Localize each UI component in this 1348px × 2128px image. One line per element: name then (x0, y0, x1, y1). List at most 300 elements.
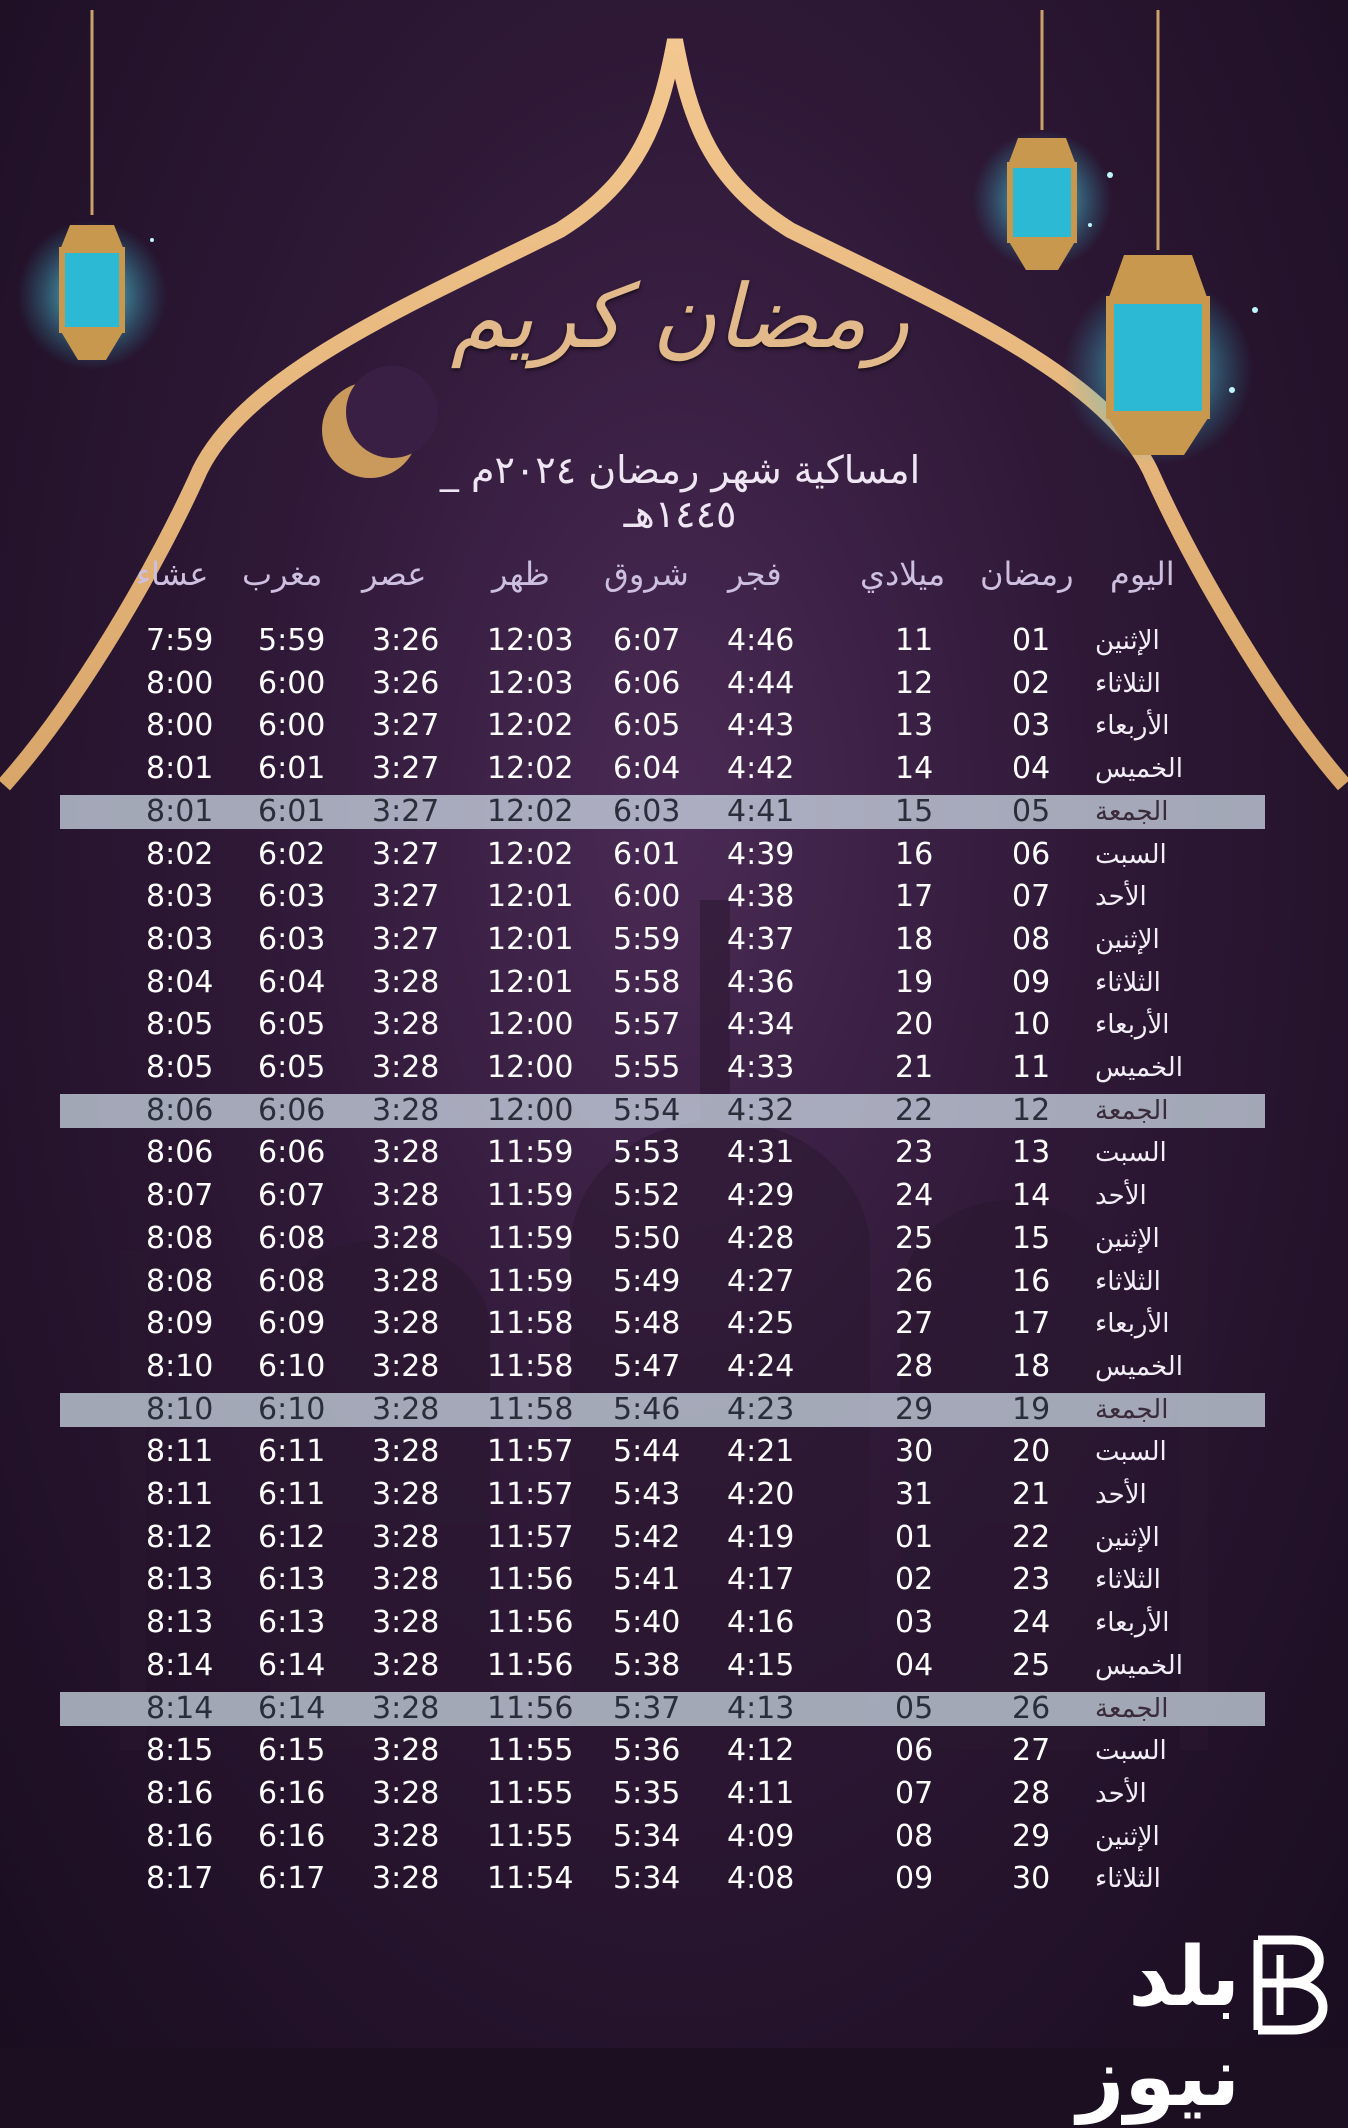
cell-day: الأربعاء (1095, 1309, 1170, 1340)
cell-day: الأحد (1095, 1778, 1147, 1809)
cell-isha: 8:09 (146, 1306, 214, 1342)
cell-sunrise: 5:48 (613, 1306, 681, 1342)
cell-maghrib: 6:14 (258, 1647, 326, 1683)
cell-maghrib: 6:06 (258, 1135, 326, 1171)
cell-ramadan: 08 (1012, 921, 1051, 957)
cell-asr: 3:28 (372, 1306, 440, 1342)
table-row (0, 1816, 1348, 1858)
table-row (0, 1303, 1348, 1345)
cell-ramadan: 22 (1012, 1519, 1051, 1555)
cell-isha: 8:16 (146, 1775, 214, 1811)
cell-sunrise: 6:01 (613, 836, 681, 872)
cell-day: الثلاثاء (1095, 1565, 1161, 1596)
cell-ramadan: 07 (1012, 879, 1051, 915)
cell-fajr: 4:15 (727, 1647, 795, 1683)
cell-fajr: 4:12 (727, 1733, 795, 1769)
cell-sunrise: 5:55 (613, 1050, 681, 1085)
cell-sunrise: 5:59 (613, 921, 681, 957)
header-day: اليوم (1110, 555, 1175, 593)
ramadan-kareem-calligraphy: رمضان كريم (450, 265, 910, 368)
cell-day: الثلاثاء (1095, 1864, 1161, 1895)
cell-ramadan: 02 (1012, 665, 1051, 701)
header-sunrise: شروق (604, 555, 689, 593)
table-row (0, 1346, 1348, 1388)
cell-asr: 3:28 (372, 1605, 440, 1641)
cell-day: الثلاثاء (1095, 967, 1161, 998)
cell-maghrib: 6:17 (258, 1861, 326, 1897)
cell-ramadan: 17 (1012, 1306, 1051, 1342)
cell-fajr: 4:31 (727, 1135, 795, 1171)
cell-gregorian: 17 (895, 879, 934, 915)
cell-dhuhr: 12:03 (487, 623, 574, 658)
cell-gregorian: 16 (895, 836, 934, 872)
cell-ramadan: 19 (1012, 1391, 1051, 1427)
cell-ramadan: 15 (1012, 1220, 1051, 1256)
cell-asr: 3:28 (372, 1690, 440, 1726)
cell-gregorian: 02 (895, 1562, 934, 1598)
cell-day: الأحد (1095, 1181, 1147, 1212)
cell-ramadan: 10 (1012, 1007, 1051, 1043)
cell-maghrib: 6:05 (258, 1050, 326, 1085)
cell-fajr: 4:24 (727, 1348, 795, 1384)
cell-asr: 3:28 (372, 1562, 440, 1598)
table-row-friday (0, 791, 1348, 833)
cell-isha: 8:05 (146, 1007, 214, 1043)
cell-dhuhr: 11:56 (487, 1690, 574, 1726)
cell-dhuhr: 12:02 (487, 793, 574, 829)
cell-sunrise: 5:34 (613, 1818, 681, 1854)
table-row (0, 962, 1348, 1004)
cell-ramadan: 16 (1012, 1263, 1051, 1299)
table-row (0, 876, 1348, 918)
cell-gregorian: 15 (895, 793, 934, 829)
cell-asr: 3:28 (372, 1348, 440, 1384)
page-subtitle: امساكية شهر رمضان ٢٠٢٤م _ ١٤٤٥هـ (439, 448, 921, 536)
cell-fajr: 4:23 (727, 1391, 795, 1427)
cell-dhuhr: 11:56 (487, 1605, 574, 1641)
cell-gregorian: 11 (895, 623, 934, 658)
cell-dhuhr: 12:02 (487, 751, 574, 787)
cell-ramadan: 24 (1012, 1605, 1051, 1641)
cell-fajr: 4:43 (727, 708, 795, 744)
cell-dhuhr: 12:01 (487, 879, 574, 915)
cell-asr: 3:27 (372, 751, 440, 787)
cell-day: الأربعاء (1095, 1010, 1170, 1041)
cell-maghrib: 6:10 (258, 1391, 326, 1427)
cell-gregorian: 06 (895, 1733, 934, 1769)
cell-gregorian: 27 (895, 1306, 934, 1342)
cell-asr: 3:27 (372, 921, 440, 957)
header-isha: عشاء (136, 555, 209, 593)
cell-isha: 8:05 (146, 1050, 214, 1085)
cell-gregorian: 28 (895, 1348, 934, 1384)
cell-gregorian: 21 (895, 1050, 934, 1085)
table-row (0, 748, 1348, 790)
cell-sunrise: 5:57 (613, 1007, 681, 1043)
cell-asr: 3:28 (372, 1733, 440, 1769)
cell-dhuhr: 11:58 (487, 1306, 574, 1342)
cell-day: الخميس (1095, 1053, 1183, 1083)
cell-day: الأربعاء (1095, 711, 1170, 742)
cell-gregorian: 09 (895, 1861, 934, 1897)
cell-dhuhr: 11:57 (487, 1434, 574, 1470)
cell-dhuhr: 12:00 (487, 1092, 574, 1128)
cell-day: الإثنين (1095, 1522, 1160, 1553)
cell-asr: 3:27 (372, 836, 440, 872)
cell-isha: 8:13 (146, 1605, 214, 1641)
cell-isha: 8:11 (146, 1434, 214, 1470)
cell-gregorian: 31 (895, 1477, 934, 1512)
cell-ramadan: 05 (1012, 793, 1051, 829)
cell-ramadan: 04 (1012, 751, 1051, 787)
table-row (0, 1602, 1348, 1644)
table-row-friday (0, 1090, 1348, 1132)
cell-gregorian: 18 (895, 921, 934, 957)
table-row (0, 1730, 1348, 1772)
table-header (130, 555, 1200, 605)
table-row (0, 1218, 1348, 1260)
cell-fajr: 4:28 (727, 1220, 795, 1256)
table-row (0, 1773, 1348, 1815)
cell-day: الإثنين (1095, 1821, 1160, 1852)
cell-fajr: 4:13 (727, 1690, 795, 1726)
cell-isha: 8:00 (146, 665, 214, 701)
cell-day: الإثنين (1095, 924, 1160, 955)
cell-dhuhr: 11:59 (487, 1135, 574, 1171)
cell-ramadan: 11 (1012, 1050, 1051, 1085)
cell-day: الخميس (1095, 1351, 1183, 1382)
cell-asr: 3:28 (372, 1178, 440, 1214)
cell-sunrise: 5:34 (613, 1861, 681, 1897)
table-row (0, 1431, 1348, 1473)
cell-isha: 8:08 (146, 1263, 214, 1299)
cell-gregorian: 25 (895, 1220, 934, 1256)
cell-day: الإثنين (1095, 626, 1160, 656)
cell-ramadan: 28 (1012, 1775, 1051, 1811)
cell-sunrise: 5:53 (613, 1135, 681, 1171)
cell-maghrib: 6:11 (258, 1477, 326, 1512)
cell-gregorian: 30 (895, 1434, 934, 1470)
cell-maghrib: 6:16 (258, 1818, 326, 1854)
cell-ramadan: 12 (1012, 1092, 1051, 1128)
cell-sunrise: 5:54 (613, 1092, 681, 1128)
cell-isha: 7:59 (146, 623, 214, 658)
cell-isha: 8:13 (146, 1562, 214, 1598)
cell-maghrib: 6:06 (258, 1092, 326, 1128)
cell-gregorian: 12 (895, 665, 934, 701)
cell-dhuhr: 12:03 (487, 665, 574, 701)
cell-sunrise: 5:40 (613, 1605, 681, 1641)
cell-sunrise: 5:49 (613, 1263, 681, 1299)
table-row (0, 663, 1348, 705)
cell-fajr: 4:36 (727, 964, 795, 1000)
cell-dhuhr: 12:01 (487, 921, 574, 957)
cell-isha: 8:10 (146, 1391, 214, 1427)
cell-asr: 3:28 (372, 1220, 440, 1256)
cell-dhuhr: 11:54 (487, 1861, 574, 1897)
cell-dhuhr: 11:59 (487, 1263, 574, 1299)
cell-asr: 3:28 (372, 1263, 440, 1299)
cell-dhuhr: 11:57 (487, 1519, 574, 1555)
cell-day: الجمعة (1095, 1095, 1169, 1126)
cell-gregorian: 08 (895, 1818, 934, 1854)
table-row (0, 1004, 1348, 1046)
header-asr: عصر (362, 555, 427, 593)
table-row (0, 705, 1348, 747)
cell-dhuhr: 12:02 (487, 836, 574, 872)
cell-day: الجمعة (1095, 1693, 1169, 1724)
cell-maghrib: 6:00 (258, 708, 326, 744)
cell-ramadan: 23 (1012, 1562, 1051, 1598)
table-row (0, 1517, 1348, 1559)
cell-day: السبت (1095, 1437, 1167, 1468)
cell-asr: 3:27 (372, 708, 440, 744)
cell-maghrib: 6:01 (258, 793, 326, 829)
cell-isha: 8:08 (146, 1220, 214, 1256)
cell-isha: 8:03 (146, 879, 214, 915)
cell-ramadan: 01 (1012, 623, 1051, 658)
cell-day: الثلاثاء (1095, 668, 1161, 699)
cell-ramadan: 13 (1012, 1135, 1051, 1171)
cell-isha: 8:06 (146, 1135, 214, 1171)
header-ramadan: رمضان (980, 555, 1074, 593)
cell-asr: 3:28 (372, 1519, 440, 1555)
table-row (0, 1132, 1348, 1174)
cell-day: السبت (1095, 1736, 1167, 1767)
cell-isha: 8:10 (146, 1348, 214, 1384)
cell-dhuhr: 11:55 (487, 1733, 574, 1769)
cell-isha: 8:12 (146, 1519, 214, 1555)
cell-day: السبت (1095, 839, 1167, 870)
cell-day: الخميس (1095, 1650, 1183, 1681)
table-row (0, 834, 1348, 876)
cell-ramadan: 03 (1012, 708, 1051, 744)
cell-sunrise: 5:41 (613, 1562, 681, 1598)
cell-maghrib: 6:13 (258, 1562, 326, 1598)
cell-isha: 8:16 (146, 1818, 214, 1854)
cell-isha: 8:00 (146, 708, 214, 744)
cell-sunrise: 5:58 (613, 964, 681, 1000)
cell-asr: 3:28 (372, 964, 440, 1000)
cell-fajr: 4:34 (727, 1007, 795, 1043)
cell-ramadan: 18 (1012, 1348, 1051, 1384)
cell-asr: 3:28 (372, 1007, 440, 1043)
cell-fajr: 4:37 (727, 921, 795, 957)
table-row (0, 1175, 1348, 1217)
cell-sunrise: 5:37 (613, 1690, 681, 1726)
cell-fajr: 4:38 (727, 879, 795, 915)
cell-fajr: 4:41 (727, 793, 795, 829)
cell-ramadan: 06 (1012, 836, 1051, 872)
table-row-friday (0, 1688, 1348, 1730)
cell-maghrib: 6:07 (258, 1178, 326, 1214)
header-dhuhr: ظهر (492, 555, 550, 593)
cell-dhuhr: 11:58 (487, 1391, 574, 1427)
cell-ramadan: 26 (1012, 1690, 1051, 1726)
table-row (0, 1261, 1348, 1303)
cell-maghrib: 6:05 (258, 1007, 326, 1043)
cell-isha: 8:06 (146, 1092, 214, 1128)
cell-isha: 8:01 (146, 793, 214, 829)
cell-sunrise: 6:03 (613, 793, 681, 829)
cell-dhuhr: 11:59 (487, 1220, 574, 1256)
cell-isha: 8:02 (146, 836, 214, 872)
cell-day: الثلاثاء (1095, 1266, 1161, 1297)
cell-isha: 8:01 (146, 751, 214, 787)
cell-dhuhr: 12:00 (487, 1007, 574, 1043)
cell-dhuhr: 11:58 (487, 1348, 574, 1384)
cell-fajr: 4:25 (727, 1306, 795, 1342)
cell-sunrise: 5:42 (613, 1519, 681, 1555)
cell-maghrib: 6:13 (258, 1605, 326, 1641)
cell-maghrib: 6:12 (258, 1519, 326, 1555)
cell-fajr: 4:27 (727, 1263, 795, 1299)
cell-asr: 3:27 (372, 879, 440, 915)
table-row-friday (0, 1389, 1348, 1431)
cell-fajr: 4:32 (727, 1092, 795, 1128)
cell-sunrise: 6:00 (613, 879, 681, 915)
cell-fajr: 4:11 (727, 1775, 795, 1811)
cell-sunrise: 5:46 (613, 1391, 681, 1427)
cell-fajr: 4:33 (727, 1050, 795, 1085)
brand-name: بلد نيوز (1077, 1930, 1240, 2125)
cell-dhuhr: 11:56 (487, 1647, 574, 1683)
cell-asr: 3:26 (372, 623, 440, 658)
cell-gregorian: 13 (895, 708, 934, 744)
header-fajr: فجر (728, 555, 782, 593)
cell-gregorian: 07 (895, 1775, 934, 1811)
cell-gregorian: 29 (895, 1391, 934, 1427)
cell-fajr: 4:42 (727, 751, 795, 787)
cell-maghrib: 6:15 (258, 1733, 326, 1769)
cell-fajr: 4:16 (727, 1605, 795, 1641)
cell-sunrise: 5:47 (613, 1348, 681, 1384)
cell-day: الجمعة (1095, 1394, 1169, 1425)
cell-fajr: 4:44 (727, 665, 795, 701)
cell-sunrise: 5:44 (613, 1434, 681, 1470)
cell-maghrib: 6:10 (258, 1348, 326, 1384)
cell-gregorian: 22 (895, 1092, 934, 1128)
cell-asr: 3:28 (372, 1775, 440, 1811)
cell-fajr: 4:39 (727, 836, 795, 872)
cell-asr: 3:28 (372, 1647, 440, 1683)
cell-asr: 3:28 (372, 1861, 440, 1897)
cell-gregorian: 23 (895, 1135, 934, 1171)
cell-fajr: 4:21 (727, 1434, 795, 1470)
cell-day: الإثنين (1095, 1223, 1160, 1254)
cell-asr: 3:28 (372, 1434, 440, 1470)
cell-sunrise: 5:36 (613, 1733, 681, 1769)
cell-maghrib: 6:11 (258, 1434, 326, 1470)
cell-fajr: 4:46 (727, 623, 795, 658)
lantern-icon-left (17, 10, 167, 370)
cell-day: الأحد (1095, 882, 1147, 913)
cell-ramadan: 20 (1012, 1434, 1051, 1470)
cell-fajr: 4:29 (727, 1178, 795, 1214)
cell-asr: 3:28 (372, 1050, 440, 1085)
cell-fajr: 4:17 (727, 1562, 795, 1598)
table-row (0, 620, 1348, 662)
cell-sunrise: 5:38 (613, 1647, 681, 1683)
cell-gregorian: 20 (895, 1007, 934, 1043)
cell-day: الخميس (1095, 754, 1183, 785)
header-gregorian: ميلادي (860, 555, 946, 593)
cell-day: الأحد (1095, 1480, 1147, 1510)
cell-dhuhr: 12:00 (487, 1050, 574, 1085)
cell-dhuhr: 12:02 (487, 708, 574, 744)
cell-fajr: 4:08 (727, 1861, 795, 1897)
cell-isha: 8:17 (146, 1861, 214, 1897)
cell-isha: 8:07 (146, 1178, 214, 1214)
cell-dhuhr: 11:55 (487, 1818, 574, 1854)
cell-gregorian: 26 (895, 1263, 934, 1299)
cell-sunrise: 5:35 (613, 1775, 681, 1811)
cell-maghrib: 6:03 (258, 921, 326, 957)
cell-ramadan: 09 (1012, 964, 1051, 1000)
cell-gregorian: 01 (895, 1519, 934, 1555)
cell-ramadan: 27 (1012, 1733, 1051, 1769)
cell-ramadan: 21 (1012, 1477, 1051, 1512)
cell-dhuhr: 11:55 (487, 1775, 574, 1811)
cell-asr: 3:28 (372, 1391, 440, 1427)
brand-logo-icon (1248, 1935, 1338, 2035)
cell-ramadan: 30 (1012, 1861, 1051, 1897)
cell-sunrise: 5:43 (613, 1477, 681, 1512)
cell-maghrib: 5:59 (258, 623, 326, 658)
lantern-icon-right-small (972, 10, 1112, 270)
cell-ramadan: 25 (1012, 1647, 1051, 1683)
table-row (0, 1474, 1348, 1516)
cell-day: الأربعاء (1095, 1608, 1170, 1639)
table-row (0, 1559, 1348, 1601)
cell-day: الجمعة (1095, 796, 1169, 827)
cell-maghrib: 6:00 (258, 665, 326, 701)
cell-day: السبت (1095, 1138, 1167, 1169)
cell-maghrib: 6:02 (258, 836, 326, 872)
cell-gregorian: 05 (895, 1690, 934, 1726)
cell-gregorian: 04 (895, 1647, 934, 1683)
cell-asr: 3:28 (372, 1818, 440, 1854)
cell-sunrise: 6:05 (613, 708, 681, 744)
cell-asr: 3:28 (372, 1092, 440, 1128)
table-row (0, 1645, 1348, 1687)
table-row (0, 1047, 1348, 1089)
cell-maghrib: 6:08 (258, 1220, 326, 1256)
header-maghrib: مغرب (242, 555, 323, 593)
cell-dhuhr: 12:01 (487, 964, 574, 1000)
cell-ramadan: 14 (1012, 1178, 1051, 1214)
cell-maghrib: 6:03 (258, 879, 326, 915)
cell-asr: 3:27 (372, 793, 440, 829)
cell-fajr: 4:20 (727, 1477, 795, 1512)
cell-sunrise: 6:04 (613, 751, 681, 787)
cell-isha: 8:11 (146, 1477, 214, 1512)
cell-sunrise: 5:52 (613, 1178, 681, 1214)
cell-asr: 3:26 (372, 665, 440, 701)
cell-gregorian: 03 (895, 1605, 934, 1641)
cell-isha: 8:04 (146, 964, 214, 1000)
cell-isha: 8:14 (146, 1647, 214, 1683)
cell-sunrise: 6:07 (613, 623, 681, 658)
cell-fajr: 4:19 (727, 1519, 795, 1555)
cell-maghrib: 6:01 (258, 751, 326, 787)
cell-dhuhr: 11:56 (487, 1562, 574, 1598)
cell-maghrib: 6:16 (258, 1775, 326, 1811)
cell-dhuhr: 11:57 (487, 1477, 574, 1512)
cell-maghrib: 6:14 (258, 1690, 326, 1726)
cell-isha: 8:15 (146, 1733, 214, 1769)
cell-isha: 8:14 (146, 1690, 214, 1726)
